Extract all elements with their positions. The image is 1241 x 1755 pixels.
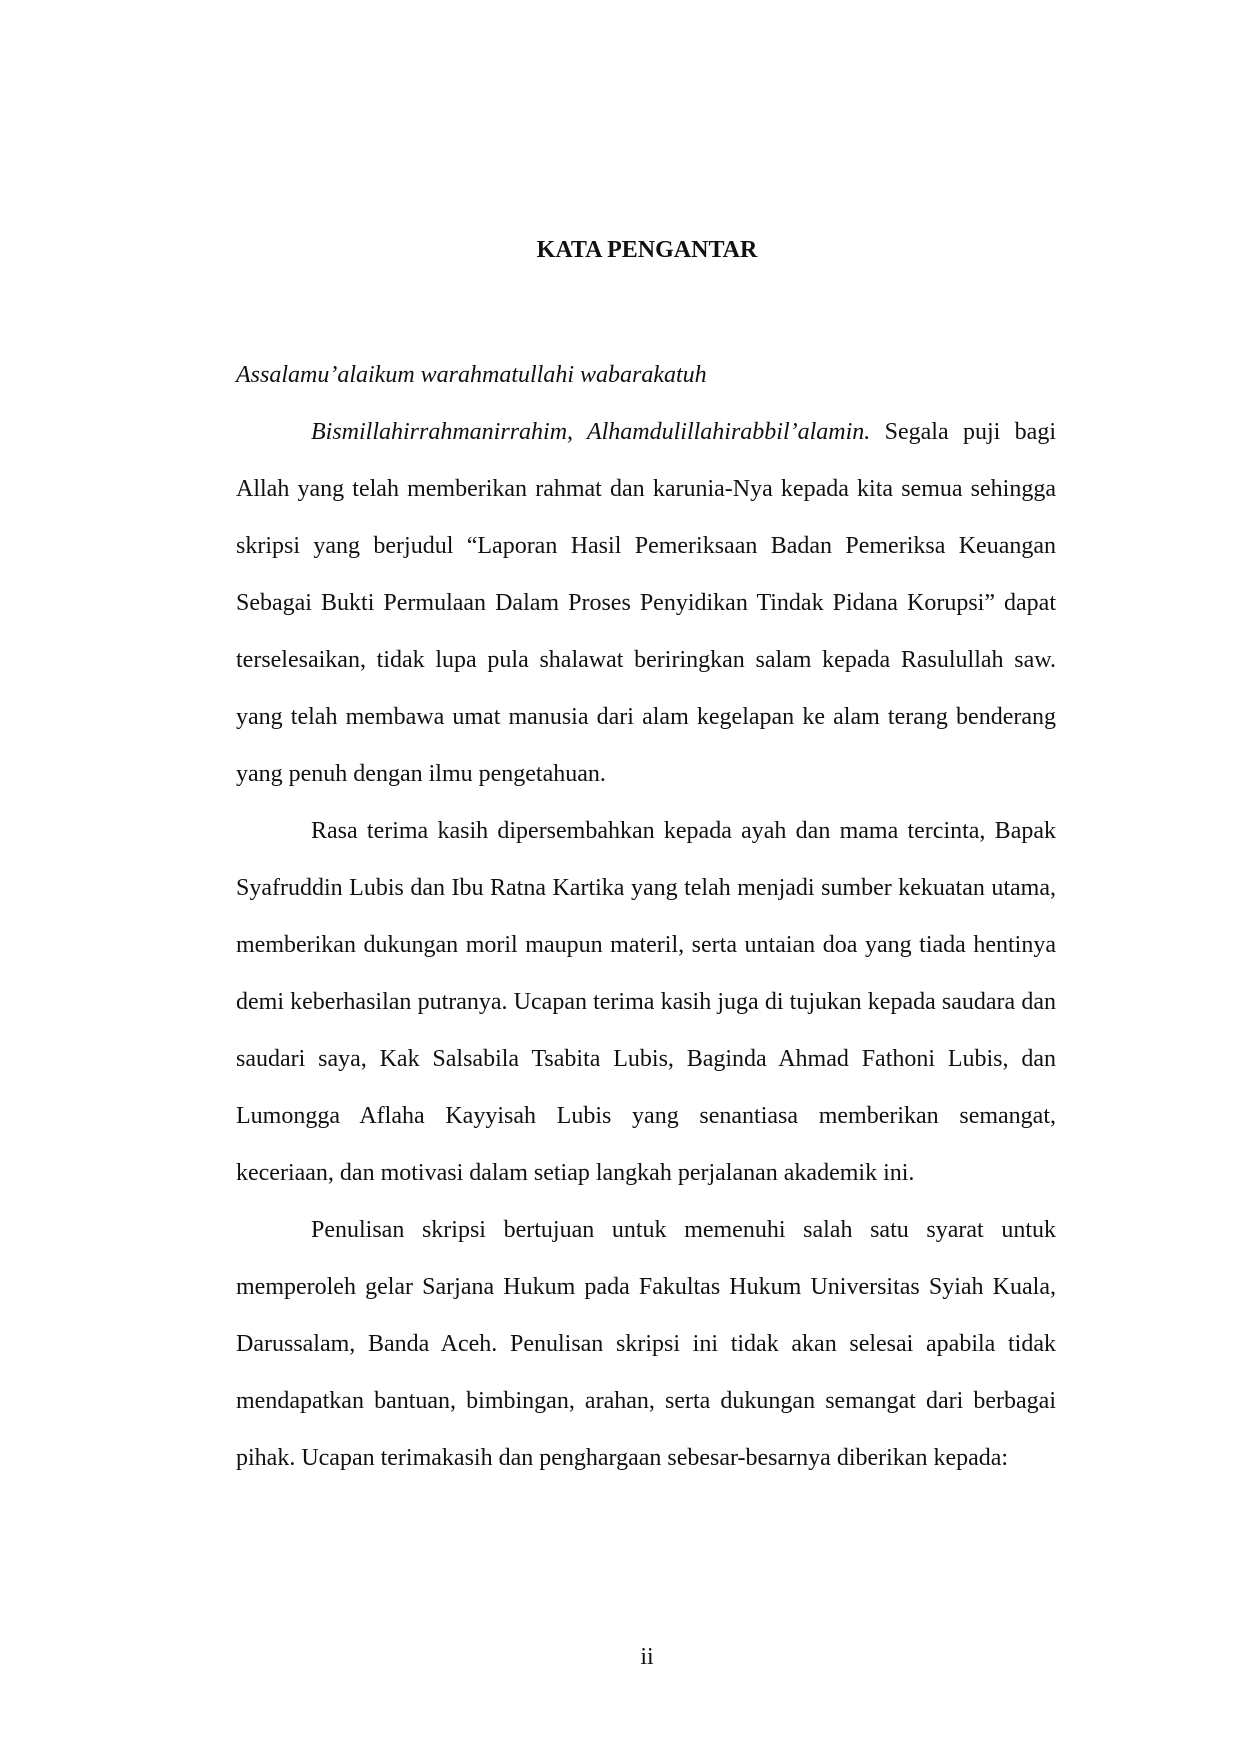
paragraph-purpose: Penulisan skripsi bertujuan untuk memenuhi salah satu syarat untuk memperoleh gelar Sarjana Hukum pada Fakultas Hukum Universitas Syiah Kuala, Darussalam, Banda Aceh. Penulisan skripsi ini tidak akan selesai apabila tidak mendapatkan bantuan, bimbingan, arahan, serta dukungan semangat dari berbagai pihak. Ucapan terimakasih dan penghargaan sebesar-besarnya diberikan kepada: <box>236 1217 1056 1471</box>
page-number: ii <box>640 1644 654 1670</box>
body-text <box>236 347 1056 1487</box>
paragraph-gratitude-family: Rasa terima kasih dipersembahkan kepada ayah dan mama tercinta, Bapak Syafruddin Lubis dan Ibu Ratna Kartika yang telah menjadi sumber kekuatan utama, memberikan dukungan moril maupun materil, serta untaian doa yang tiada hentinya demi keberhasilan putranya. Ucapan terima kasih juga di tujukan kepada saudara dan saudari saya, Kak Salsabila Tsabita Lubis, Baginda Ahmad Fathoni Lubis, dan Lumongga Aflaha Kayyisah Lubis yang senantiasa memberikan semangat, keceriaan, dan motivasi dalam setiap langkah perjalanan akademik ini. <box>236 818 1056 1186</box>
page-title: KATA PENGANTAR <box>536 237 758 263</box>
opening-italic-phrase: Bismillahirrahmanirrahim, Alhamdulillahirabbil’alamin. <box>311 419 871 445</box>
greeting-line: Assalamu’alaikum warahmatullahi wabarakatuh <box>236 362 707 388</box>
opening-paragraph-text: Segala puji bagi Allah yang telah memberikan rahmat dan karunia-Nya kepada kita semua sehingga skripsi yang berjudul “Laporan Hasil Pemeriksaan Badan Pemeriksa Keuangan Sebagai Bukti Permulaan Dalam Proses Penyidikan Tindak Pidana Korupsi” dapat terselesaikan, tidak lupa pula shalawat beriringkan salam kepada Rasulullah saw. yang telah membawa umat manusia dari alam kegelapan ke alam terang benderang yang penuh dengan ilmu pengetahuan. <box>236 419 1056 787</box>
paragraph-opening <box>236 404 1056 803</box>
